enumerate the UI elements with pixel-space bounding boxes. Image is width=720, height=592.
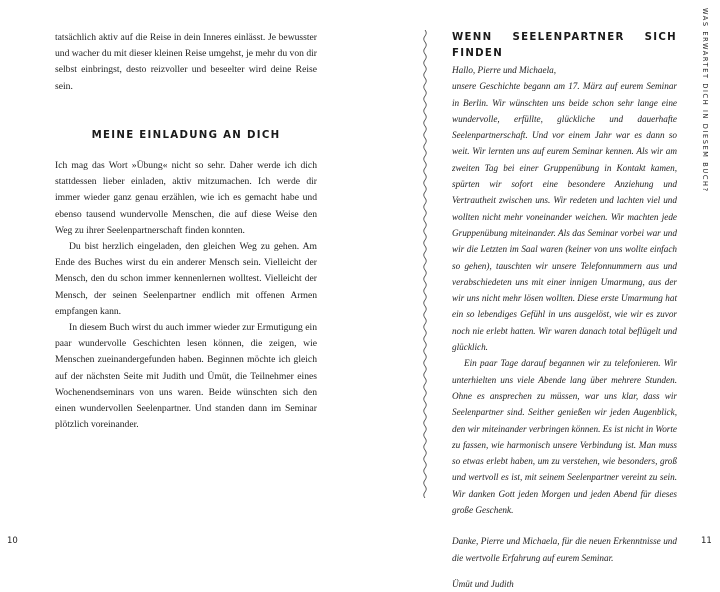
page-number-right: 11	[701, 536, 712, 546]
letter-paragraph: unsere Geschichte begann am 17. März auf eurem Seminar in Berlin. Wir wünschten uns beide schon sehr lange eine wundervolle, erfüllte, glückliche und dauerhafte Seelenpartnerschaft. Und vor einem Jahr war es dann so weit. Wir lernten uns auf eurem Seminar kennen. Als wir am zweiten Tag bei einer Gruppenübung in Kontakt kamen, spürten wir sofort eine besondere Anziehung und Vertrautheit zwischen uns. Wir redeten und lachten viel und wollten nicht mehr voneinander weichen. Wir machten jede Gruppenübung miteinander. Als das Seminar vorbei war und wir die Letzten im Saal waren (keiner von uns wollte einfach so gehen), tauschten wir unsere Telefonnummern aus und verabschiedeten uns mit einer innigen Umarmung, aus der wir uns nicht mehr lösen wollten. Diese erste Umarmung hat ein so lebendiges Gefühl in uns ausgelöst, wie wir es zuvor noch nie erlebt hatten. Wir waren danach total beflügelt und glücklich.	[452, 81, 677, 353]
left-page-heading: MEINE EINLADUNG AN DICH	[91, 129, 281, 141]
chapter-side-label: WAS ERWARTET DICH IN DIESEM BUCH?	[701, 8, 709, 193]
right-page-heading: WENN SEELENPARTNER SICH FINDEN	[452, 32, 677, 59]
left-paragraph: Du bist herzlich eingeladen, den gleichen Weg zu gehen. Am Ende des Buches wirst du ein anderer Mensch sein. Vielleicht der Mensch, den du schon immer kennenlernen wolltest. Vielleicht der Mensch, der seinen Seelenpartner endlich mit offenen Armen empfangen kann.	[55, 241, 317, 317]
letter-greeting: Hallo, Pierre und Michaela,	[452, 65, 557, 75]
left-paragraph: Ich mag das Wort »Übung« nicht so sehr. Daher werde ich dich stattdessen lieber einladen, aktiv mitzumachen. Ich werde dir immer wieder ganz genau erzählen, wie ich es gemacht habe und ebenso tausend wundervolle Menschen, die auf diese Weise den Weg zu ihrer Seelenpartnerschaft finden konnten.	[55, 160, 317, 236]
left-page-text	[55, 30, 317, 433]
left-paragraph: In diesem Buch wirst du auch immer wieder zur Ermutigung ein paar wundervolle Geschichten lesen können, die zeigen, wie Menschen zueinandergefunden haben. Beginnen möchte ich gleich auf der nächsten Seite mit Judith und Ümüt, die Teilnehmer eines Wochenendseminars von uns waren. Beide wünschten sich den einen wundervollen Seelenpartner. Und standen dann im Seminar plötzlich voreinander.	[55, 322, 317, 431]
left-page	[0, 0, 360, 556]
right-page-text	[452, 30, 677, 592]
left-intro-paragraph: tatsächlich aktiv auf die Reise in dein Inneres einlässt. Je bewusster und wacher du mit dieser kleinen Reise umgehst, je mehr du von dir selbst einbringst, desto reizvoller und beseelter wird deine Reise sein.	[55, 32, 317, 92]
letter-signature: Ümüt und Judith	[452, 578, 514, 589]
page-number-left: 10	[7, 536, 18, 546]
letter-closing: Danke, Pierre und Michaela, für die neuen Erkenntnisse und die wertvolle Erfahrung auf eurem Seminar.	[452, 536, 677, 563]
letter-paragraph: Ein paar Tage darauf begannen wir zu telefonieren. Wir unterhielten uns viele Abende lang über mehrere Stunden. Ohne es ansprechen zu müssen, war uns klar, dass wir Seelenpartner sind. Seither genießen wir jeden Augenblick, den wir miteinander verbringen können. Es ist nicht in Worte zu fassen, wie harmonisch unsere Verbindung ist. Man muss so etwas erlebt haben, um zu verstehen, wie besonders, groß und wertvoll es ist, mit seinem Seelenpartner vereint zu sein. Wir danken Gott jeden Morgen und jeden Abend für dieses große Geschenk.	[452, 358, 677, 516]
